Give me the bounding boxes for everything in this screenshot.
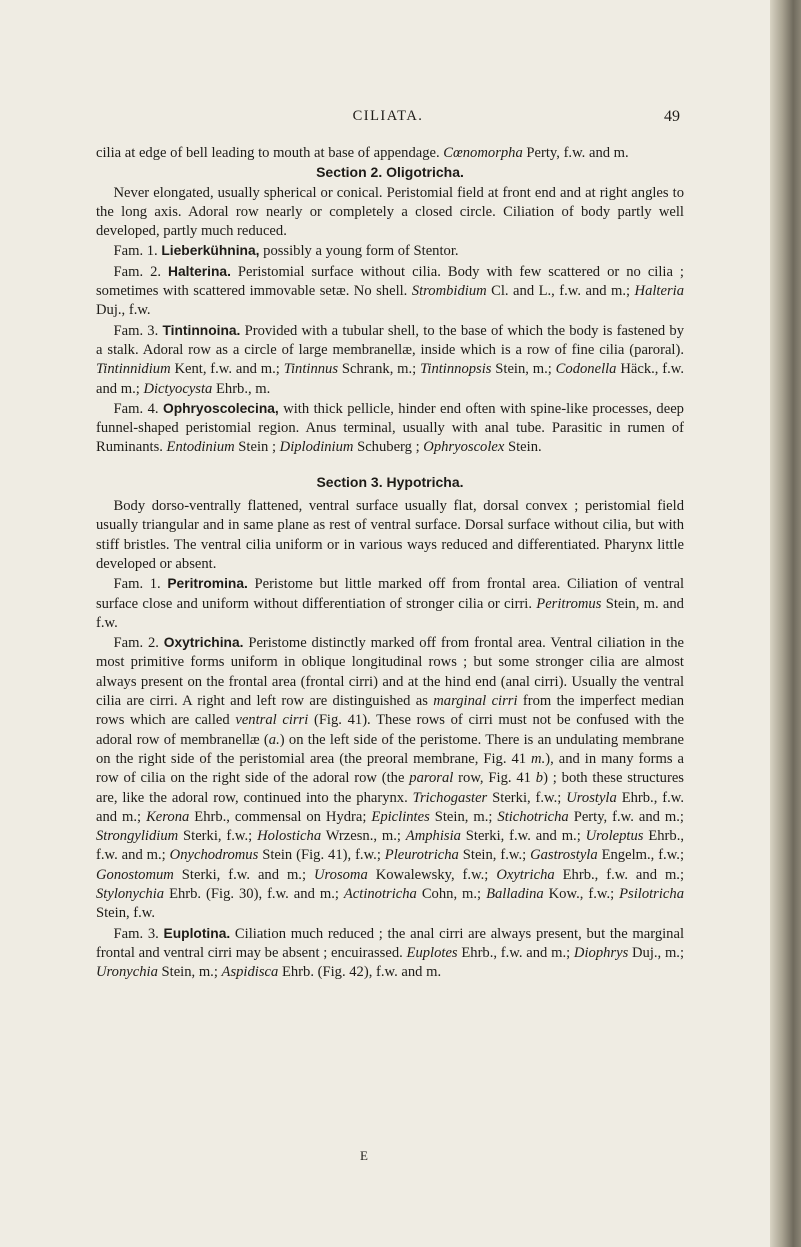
section-heading-hypotricha: Section 3. Hypotricha. (316, 473, 464, 490)
signature-mark: E (360, 1148, 368, 1163)
page-header (96, 108, 680, 130)
family-entry: Fam. 1. Lieberkühnina, possibly a young form of Stentor. (113, 243, 459, 260)
family-entry: Fam. 3. Tintinnoina. Provided with a tubular shell, to the base of which the body is fastened by a stalk. Adoral row as a circle of large membranellæ, inside which is a row of fine cilia (paroral). Tintinnidium Kent, f.w. and m.; Tintinnus Schrank, m.; Tintinnopsis Stein, m.; Codonella Häck., f.w. and m.; Dictyocysta Ehrb., m. (96, 322, 684, 397)
section-intro: Never elongated, usually spherical or conical. Peristomial field at front end and at right angles to the long axis. Adoral row nearly or completely a closed circle. Ciliation of body partly well developed, partly much reduced. (96, 184, 684, 240)
family-entry: Fam. 2. Oxytrichina. Peristome distinctly marked off from frontal area. Ventral ciliation in the most primitive forms uniform in oblique longitudinal rows ; but some stronger cilia are almost always present on the frontal area (frontal cirri) and at the hind end (anal cirri). Usually the ventral cilia are cirri. A right and left row are distinguished as marginal cirri from the imperfect median rows which are called ventral cirri (Fig. 41). These rows of cirri must not be confused with the adoral row of membranellæ (a.) on the left side of the peristome. There is an undulating membrane on the right side of the peristomial area (the preoral membrane, Fig. 41 m.), and in many forms a row of cilia on the right side of the adoral row (the paroral row, Fig. 41 b) ; both these structures are, like the adoral row, continued into the pharynx. Trichogaster Sterki, f.w.; Urostyla Ehrb., f.w. and m.; Kerona Ehrb., commensal on Hydra; Epiclintes Stein, m.; Stichotricha Perty, f.w. and m.; Strongylidium Sterki, f.w.; Holosticha Wrzesn., m.; Amphisia Sterki, f.w. and m.; Uroleptus Ehrb., f.w. and m.; Onychodromus Stein (Fig. 41), f.w.; Pleurotricha Stein, f.w.; Gastrostyla Engelm., f.w.; Gonostomum Sterki, f.w. and m.; Urosoma Kowalewsky, f.w.; Oxytricha Ehrb., f.w. and m.; Stylonychia Ehrb. (Fig. 30), f.w. and m.; Actinotricha Cohn, m.; Balladina Kow., f.w.; Psilotricha Stein, f.w. (96, 635, 685, 922)
family-entry: Fam. 3. Euplotina. Ciliation much reduced ; the anal cirri are always present, but the marginal frontal and ventral cirri may be absent ; encuirassed. Euplotes Ehrb., f.w. and m.; Diophrys Duj., m.; Uronychia Stein, m.; Aspidisca Ehrb. (Fig. 42), f.w. and m. (96, 925, 684, 981)
family-entry: Fam. 4. Ophryoscolecina, with thick pellicle, hinder end often with spine-like processes, deep funnel-shaped peristomial region. Anus terminal, usually with anal tube. Parasitic in rumen of Ruminants. Entodinium Stein ; Diplodinium Schuberg ; Ophryoscolex Stein. (96, 400, 684, 456)
running-head: CILIATA. (352, 108, 424, 124)
family-entry: Fam. 2. Halterina. Peristomial surface without cilia. Body with few scattered or no cilia ; sometimes with scattered immovable setæ. No shell. Strombidium Cl. and L., f.w. and m.; Halteria Duj., f.w. (96, 263, 684, 319)
section-intro: Body dorso-ventrally flattened, ventral surface usually flat, dorsal convex ; peristomial field usually triangular and in same plane as rest of ventral surface. Dorsal surface without cilia, but with stiff bristles. The ventral cilia uniform or in various ways reduced and differentiated. Pharynx little developed or absent. (96, 498, 684, 572)
page-gutter-shadow (770, 0, 801, 1247)
family-entry: Fam. 1. Peritromina. Peristome but little marked off from frontal area. Ciliation of ventral surface close and uniform without differentiation of stronger cilia or cirri. Peritromus Stein, m. and f.w. (96, 576, 685, 631)
section-spacer (96, 458, 684, 473)
section-heading-oligotricha: Section 2. Oligotricha. (316, 164, 464, 181)
page-body (96, 144, 684, 982)
continued-paragraph: cilia at edge of bell leading to mouth at base of appendage. Cœnomorpha Perty, f.w. and m. (96, 145, 629, 161)
page-number: 49 (664, 108, 680, 125)
